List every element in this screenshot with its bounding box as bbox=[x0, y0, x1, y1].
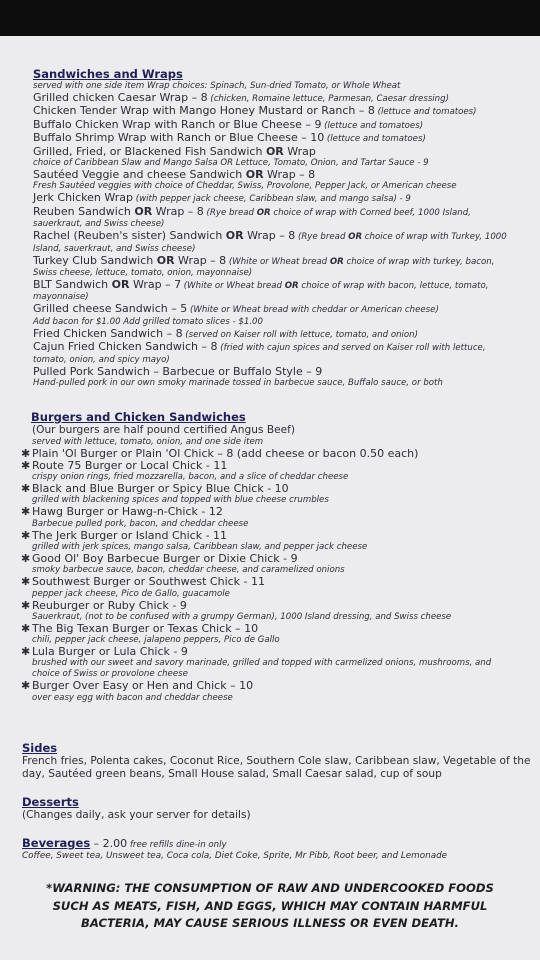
menu-item-description: (White or Wheat bread OR choice of wrap with bacon, lettuce, tomato, bbox=[181, 281, 489, 292]
burger-item-description: brushed with our sweet and savory marinade, grilled and topped with carmelized onions, mushrooms, and bbox=[32, 658, 492, 669]
burger-item bbox=[21, 576, 536, 588]
burger-item-name: Lula Burger or Lula Chick - 9 bbox=[32, 645, 188, 659]
burger-list bbox=[21, 448, 536, 704]
burger-item-name: Plain 'Ol Burger or Plain 'Ol Chick – 8 (add cheese or bacon 0.50 each) bbox=[32, 446, 419, 460]
burger-item-description: grilled with blackening spices and topped with blue cheese crumbles bbox=[32, 495, 329, 506]
menu-item bbox=[33, 366, 533, 378]
burger-item-description: grilled with jerk spices, mango salsa, Caribbean slaw, and pepper jack cheese bbox=[32, 541, 368, 552]
menu-item bbox=[33, 132, 533, 145]
asterisk-icon: ✱ bbox=[21, 575, 31, 589]
burger-item-name: Black and Blue Burger or Spicy Blue Chick - 10 bbox=[32, 482, 289, 496]
asterisk-icon: ✱ bbox=[21, 645, 31, 659]
menu-item bbox=[33, 328, 533, 341]
sides-line-1: French fries, Polenta cakes, Coconut Rice, Southern Cole slaw, Caribbean slaw, Vegetable of the bbox=[22, 755, 531, 767]
burger-item-name: Southwest Burger or Southwest Chick - 11 bbox=[32, 575, 265, 589]
burger-item bbox=[21, 530, 536, 542]
burgers-intro-1: (Our burgers are half pound certified Angus Beef) bbox=[32, 424, 296, 436]
menu-item-description: (chicken, Romaine lettuce, Parmesan, Caesar dressing) bbox=[207, 94, 449, 104]
asterisk-icon: ✱ bbox=[21, 446, 31, 460]
menu-item-name: BLT Sandwich OR Wrap – 7 bbox=[33, 278, 182, 292]
menu-item-name: Jerk Chicken Wrap bbox=[33, 191, 133, 205]
menu-item bbox=[33, 255, 533, 268]
menu-item bbox=[33, 169, 533, 181]
menu-item-detail: Island, sauerkraut, and Swiss cheese) bbox=[33, 243, 196, 254]
burger-item bbox=[21, 460, 536, 472]
menu-item-name: Buffalo Shrimp Wrap with Ranch or Blue Cheese – 10 bbox=[33, 131, 325, 145]
menu-item-description: (lettuce and tomatoes) bbox=[321, 120, 424, 131]
menu-item-description: (lettuce and tomatoes) bbox=[374, 107, 477, 118]
warning-line-3: BACTERIA, MAY CAUSE SERIOUS ILLNESS OR EVEN DEATH. bbox=[81, 916, 459, 930]
burger-item-description: crispy onion rings, fried mozzarella, bacon, and a slice of cheddar cheese bbox=[32, 472, 349, 483]
asterisk-icon: ✱ bbox=[21, 598, 31, 612]
menu-item-name: Chicken Tender Wrap with Mango Honey Mustard or Ranch – 8 bbox=[33, 104, 375, 118]
desserts-section bbox=[22, 795, 534, 822]
burger-item bbox=[21, 506, 536, 518]
beverages-price: – 2.00 bbox=[90, 837, 128, 850]
beverages-note: free refills dine-in only bbox=[127, 840, 227, 850]
food-warning bbox=[0, 880, 540, 933]
burger-item-description: chili, pepper jack cheese, jalapeno peppers, Pico de Gallo bbox=[32, 635, 280, 646]
warning-line-1: *WARNING: THE CONSUMPTION OF RAW AND UNDERCOOKED FOODS bbox=[46, 881, 494, 895]
warning-line-2: SUCH AS MEATS, FISH, AND EGGS, WHICH MAY CONTAIN HARMFUL bbox=[52, 898, 488, 913]
burger-item bbox=[21, 553, 536, 565]
menu-item bbox=[33, 105, 533, 118]
sandwich-list bbox=[33, 92, 533, 389]
burgers-heading: Burgers and Chicken Sandwiches bbox=[31, 410, 246, 424]
menu-item-name: Pulled Pork Sandwich – Barbecue or Buffalo Style – 9 bbox=[33, 364, 323, 378]
menu-item-detail: Add bacon for $1.00 Add grilled tomato slices - $1.00 bbox=[33, 316, 263, 327]
asterisk-icon: ✱ bbox=[21, 458, 31, 472]
sandwiches-section bbox=[33, 67, 533, 389]
menu-item-name: Reuben Sandwich OR Wrap – 8 bbox=[33, 204, 204, 218]
burger-item-description: pepper jack cheese, Pico de Gallo, guacamole bbox=[32, 588, 230, 599]
burger-item-name: Hawg Burger or Hawg-n-Chick - 12 bbox=[32, 505, 223, 519]
menu-item-detail: sauerkraut, and Swiss cheese) bbox=[33, 219, 165, 230]
menu-item bbox=[33, 341, 533, 354]
menu-item-detail: Swiss cheese, lettuce, tomato, onion, mayonnaise) bbox=[33, 268, 253, 279]
menu-item-name: Fried Chicken Sandwich – 8 bbox=[33, 326, 183, 340]
burger-item bbox=[21, 623, 536, 635]
menu-item bbox=[33, 279, 533, 292]
desserts-heading: Desserts bbox=[22, 795, 79, 809]
menu-item-description: (with pepper jack cheese, Caribbean slaw, and mango salsa) - 9 bbox=[133, 194, 411, 205]
burger-item-name: Good Ol' Boy Barbecue Burger or Dixie Chick - 9 bbox=[32, 551, 298, 565]
menu-item-name: Grilled chicken Caesar Wrap – 8 bbox=[33, 91, 208, 104]
burger-item-name: The Big Texan Burger or Texas Chick – 10 bbox=[32, 621, 259, 635]
menu-item-description: (served on Kaiser roll with lettuce, tomato, and onion) bbox=[182, 329, 418, 340]
sandwiches-intro: served with one side item Wrap choices: Spinach, Sun-dried Tomato, or Whole Wheat bbox=[33, 81, 401, 91]
asterisk-icon: ✱ bbox=[21, 482, 31, 496]
burgers-intro-2: served with lettuce, tomato, onion, and one side item bbox=[32, 436, 264, 447]
asterisk-icon: ✱ bbox=[21, 505, 31, 519]
burger-item-description: choice of Swiss or provolone cheese bbox=[32, 669, 188, 680]
menu-item-detail: mayonnaise) bbox=[33, 292, 89, 303]
menu-item bbox=[33, 206, 533, 219]
menu-item-detail: choice of Caribbean Slaw and Mango Salsa OR Lettuce, Tomato, Onion, and Tartar Sauce - 9 bbox=[33, 158, 429, 169]
burger-item bbox=[21, 483, 536, 495]
burgers-section bbox=[21, 410, 536, 704]
menu-item-detail: Hand-pulled pork in our own smoky marinade tossed in barbecue sauce, Buffalo sauce, or both bbox=[33, 378, 443, 389]
menu-item-name: Buffalo Chicken Wrap with Ranch or Blue Cheese – 9 bbox=[33, 117, 322, 131]
sides-heading: Sides bbox=[22, 741, 58, 755]
menu-item-name: Cajun Fried Chicken Sandwich – 8 bbox=[33, 340, 218, 354]
menu-item-name: Turkey Club Sandwich OR Wrap – 8 bbox=[33, 253, 227, 267]
sides-line-2: day, Sautéed green beans, Small House salad, Small Caesar salad, cup of soup bbox=[22, 767, 442, 780]
menu-item-detail: tomato, onion, and spicy mayo) bbox=[33, 354, 170, 365]
burger-item-description: over easy egg with bacon and cheddar cheese bbox=[32, 692, 233, 703]
desserts-text: (Changes daily, ask your server for details) bbox=[22, 809, 251, 821]
menu-item bbox=[33, 119, 533, 132]
asterisk-icon: ✱ bbox=[21, 528, 31, 542]
menu-item bbox=[33, 192, 533, 205]
beverages-heading: Beverages bbox=[22, 836, 91, 850]
menu-item-description: (Rye bread OR choice of wrap with Corned beef, 1000 Island, bbox=[203, 207, 471, 218]
asterisk-icon: ✱ bbox=[21, 679, 31, 693]
burger-item-name: The Jerk Burger or Island Chick - 11 bbox=[32, 528, 228, 542]
menu-page bbox=[0, 36, 540, 960]
sandwiches-heading: Sandwiches and Wraps bbox=[33, 67, 183, 81]
menu-item bbox=[33, 303, 533, 316]
menu-item-detail: Fresh Sautéed veggies with choice of Cheddar, Swiss, Provolone, Pepper Jack, or American cheese bbox=[33, 181, 457, 192]
menu-item bbox=[33, 146, 533, 158]
burger-item-description: smoky barbecue sauce, bacon, cheddar cheese, and caramelized onions bbox=[32, 565, 345, 576]
burger-item-description: Sauerkraut, (not to be confused with a grumpy German), 1000 Island dressing, and Swiss cheese bbox=[32, 611, 452, 622]
menu-item-name: Grilled, Fried, or Blackened Fish Sandwich OR Wrap bbox=[33, 144, 316, 158]
asterisk-icon: ✱ bbox=[21, 621, 31, 635]
menu-item bbox=[33, 230, 533, 243]
burger-item-name: Reuburger or Ruby Chick - 9 bbox=[32, 598, 187, 612]
beverages-section bbox=[22, 835, 534, 862]
asterisk-icon: ✱ bbox=[21, 551, 31, 565]
burger-item-description: Barbecue pulled pork, bacon, and cheddar cheese bbox=[32, 518, 249, 529]
burger-item-name: Burger Over Easy or Hen and Chick – 10 bbox=[32, 679, 254, 693]
menu-item bbox=[33, 92, 533, 105]
beverages-list: Coffee, Sweet tea, Unsweet tea, Coca cola, Diet Coke, Sprite, Mr Pibb, Root beer, and Lemonade bbox=[22, 851, 448, 861]
menu-item-description: (fried with cajun spices and served on Kaiser roll with lettuce, bbox=[217, 343, 486, 354]
burger-item bbox=[21, 646, 536, 658]
burger-item-name: Route 75 Burger or Local Chick - 11 bbox=[32, 458, 228, 472]
menu-item-description: (lettuce and tomatoes) bbox=[324, 134, 426, 145]
menu-item-name: Grilled cheese Sandwich – 5 bbox=[33, 302, 188, 316]
burger-item bbox=[21, 680, 536, 692]
menu-item-description: (White or Wheat bread with cheddar or American cheese) bbox=[187, 305, 439, 316]
menu-item-description: (White or Wheat bread OR choice of wrap with turkey, bacon, bbox=[226, 256, 495, 267]
menu-item-name: Rachel (Reuben's sister) Sandwich OR Wrap – 8 bbox=[33, 229, 296, 243]
menu-item-description: (Rye bread OR choice of wrap with Turkey, 1000 bbox=[295, 232, 507, 243]
burger-item bbox=[21, 600, 536, 612]
sides-section bbox=[22, 741, 534, 780]
menu-item-name: Sautéed Veggie and cheese Sandwich OR Wrap – 8 bbox=[33, 168, 316, 182]
